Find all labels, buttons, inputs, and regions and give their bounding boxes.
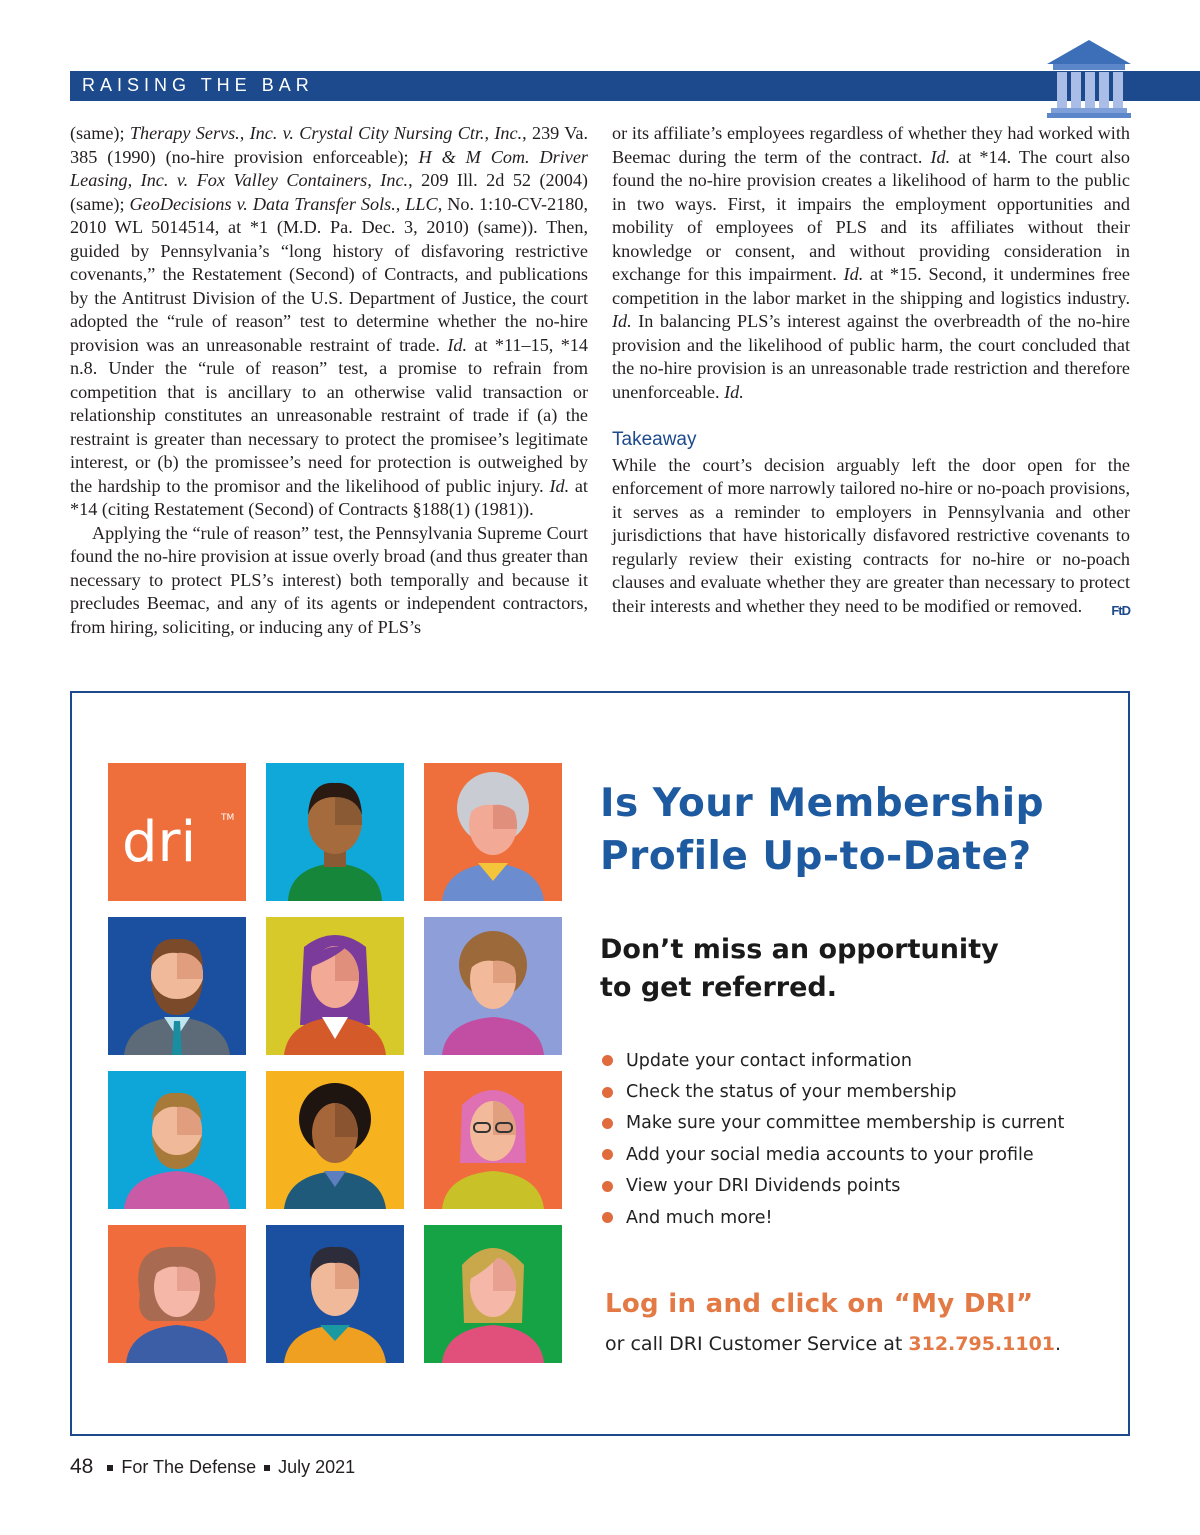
takeaway-paragraph	[612, 454, 1130, 619]
person-avatar-icon	[266, 1071, 404, 1209]
person-avatar-icon	[108, 1071, 246, 1209]
right-paragraph-1	[612, 122, 1130, 404]
person-avatar-icon	[424, 1071, 562, 1209]
bullet-icon	[602, 1055, 613, 1066]
ad-subheadline-line: to get referred.	[600, 972, 838, 1003]
ad-headline-line: Is Your Membership	[600, 781, 1045, 826]
publication-name: For The Defense	[121, 1457, 257, 1477]
avatar-tile	[424, 917, 562, 1055]
call-text-suffix: .	[1055, 1333, 1062, 1355]
text-run: In balancing PLS’s interest against the overbreadth of the no-hire provision and the likelihood of public harm, the court concluded that the no-hire provision is an unreasonable trade restriction and therefore unenforceable.	[612, 311, 1130, 402]
id-citation: Id.	[612, 311, 632, 331]
list-item-text: Check the status of your membership	[626, 1082, 957, 1103]
case-citation: GeoDecisions v. Data Transfer Sols., LLC	[129, 193, 438, 214]
ad-subheadline	[600, 931, 999, 1007]
bullet-icon	[602, 1087, 613, 1098]
avatar-tile	[266, 917, 404, 1055]
person-avatar-icon	[424, 763, 562, 901]
customer-service-line	[605, 1333, 1061, 1355]
courthouse-column-icon	[1047, 40, 1131, 118]
left-paragraph-2: Applying the “rule of reason” test, the Pennsylvania Supreme Court found the no-hire provision at issue overly broad (and thus greater than necessary to protect PLS’s interest) both temporally and because it precludes Beemac, and any of its agents or independent contractors, from hiring, soliciting, or inducing any of PLS’s	[70, 522, 588, 637]
case-citation: H & M Com. Driver Leasing, Inc. v. Fox Valley Containers, Inc.	[70, 146, 588, 190]
takeaway-text: While the court’s decision arguably left the door open for the enforcement of more narrowly tailored no-hire or no-poach provisions, it serves as a reminder to employers in Pennsylvania and other jurisdictions that have historically disfavored restrictive covenants to regularly review their existing contracts for no-hire or no-poach clauses and evaluate whether they are greater than necessary to protect their interests and whether they need to be modified or removed.	[612, 454, 1130, 616]
text-run: or its affiliate’s employees regardless of whether they had worked with Beemac during the term of the contract.	[612, 123, 1130, 167]
page-footer	[70, 1455, 355, 1479]
dri-logo-text: dri	[122, 810, 197, 875]
avatar-tile	[108, 917, 246, 1055]
text-run: , No. 1:10-CV-2180, 2010 WL 5014514, at *1 (M.D. Pa. Dec. 3, 2010) (same)). Then, guided by Pennsylvania’s “long history of disfavoring restrictive covenants,” the Restatement (Second) of Contracts, and publications by the Antitrust Division of the U.S. Department of Justice, the court adopted the “rule of reason” test to determine whether the no-hire provision was an unreasonable restraint of trade.	[70, 193, 588, 355]
person-avatar-icon	[108, 1225, 246, 1363]
list-item-text: Make sure your committee membership is current	[626, 1113, 1065, 1134]
end-of-article-icon: FtD	[1111, 602, 1130, 618]
person-avatar-icon	[424, 917, 562, 1055]
avatar-tile	[266, 1225, 404, 1363]
dri-logo	[108, 763, 246, 901]
issue-date: July 2021	[278, 1457, 356, 1477]
login-call-to-action: Log in and click on “My DRI”	[605, 1289, 1034, 1319]
call-text: or call DRI Customer Service at	[605, 1333, 909, 1355]
list-item-text: View your DRI Dividends points	[626, 1176, 901, 1197]
list-item	[602, 1171, 1064, 1202]
id-citation: Id.	[549, 475, 570, 496]
person-avatar-icon	[424, 1225, 562, 1363]
membership-ad	[70, 691, 1130, 1436]
id-citation: Id.	[447, 334, 468, 355]
id-citation: Id.	[843, 264, 864, 284]
section-title: RAISING THE BAR	[82, 75, 314, 95]
list-item-text: Add your social media accounts to your profile	[626, 1144, 1034, 1165]
person-avatar-icon	[108, 917, 246, 1055]
bullet-icon	[602, 1212, 613, 1223]
bullet-icon	[602, 1118, 613, 1129]
avatar-tile	[424, 1071, 562, 1209]
text-run: at *14. The court also found the no-hire provision creates a likelihood of harm to the public in two ways. First, it impairs the employment opportunities and mobility of employees of PLS and its affiliates without their knowledge or consent, and without providing consideration in exchange for this impairment.	[612, 146, 1130, 284]
takeaway-heading: Takeaway	[612, 429, 697, 450]
separator-square-icon	[264, 1465, 270, 1471]
trademark-symbol: TM	[221, 813, 235, 823]
case-citation: Therapy Servs., Inc. v. Crystal City Nursing Ctr., Inc.	[129, 123, 523, 143]
list-item	[602, 1202, 1064, 1233]
ad-headline-line: Profile Up-to-Date?	[600, 834, 1032, 879]
dri-logo-tile	[108, 763, 246, 901]
avatar-tile	[108, 1071, 246, 1209]
person-avatar-icon	[266, 917, 404, 1055]
ad-headline	[600, 777, 1044, 883]
avatar-tile	[266, 763, 404, 901]
left-paragraph-1	[70, 122, 588, 522]
list-item-text: And much more!	[626, 1207, 773, 1228]
person-avatar-icon	[266, 1225, 404, 1363]
text-run: , 239 Va. 385 (1990) (no-hire provision enforceable);	[70, 123, 588, 167]
page-number: 48	[70, 1455, 94, 1478]
section-header-bar	[70, 71, 1200, 101]
id-citation: Id.	[724, 381, 744, 402]
text-run: (same);	[70, 123, 130, 143]
text-run: at *15. Second, it undermines free competition in the labor market in the shipping and logistics industry.	[612, 264, 1131, 308]
text-run: , 209 Ill. 2d 52 (2004) (same);	[70, 170, 588, 214]
article-column-right	[612, 122, 1130, 622]
bullet-icon	[602, 1181, 613, 1192]
avatar-tile	[108, 1225, 246, 1363]
text-run: at *11–15, *14 n.8. Under the “rule of reason” test, a promise to refrain from competition that is ancillary to an otherwise valid transaction or relationship constitutes an unreasonable restraint of trade if (a) the restraint is greater than necessary to protect the promisee’s legitimate interest, or (b) the promissee’s need for protection is outweighed by the hardship to the promisor and the likelihood of public injury.	[70, 334, 588, 496]
list-item-text: Update your contact information	[626, 1050, 912, 1071]
list-item	[602, 1139, 1064, 1170]
bullet-icon	[602, 1149, 613, 1160]
avatar-tile	[424, 763, 562, 901]
ad-subheadline-line: Don’t miss an opportunity	[600, 934, 999, 965]
list-item	[602, 1076, 1064, 1107]
avatar-tile	[266, 1071, 404, 1209]
id-citation: Id.	[930, 146, 951, 167]
list-item	[602, 1045, 1064, 1076]
avatar-tile	[424, 1225, 562, 1363]
phone-number: 312.795.1101	[908, 1333, 1056, 1355]
separator-square-icon	[107, 1465, 113, 1471]
benefits-list	[602, 1045, 1064, 1233]
person-avatar-icon	[266, 763, 404, 901]
article-column-left	[70, 122, 588, 639]
list-item	[602, 1108, 1064, 1139]
text-run: at *14 (citing Restatement (Second) of Contracts §188(1) (1981)).	[70, 475, 588, 519]
